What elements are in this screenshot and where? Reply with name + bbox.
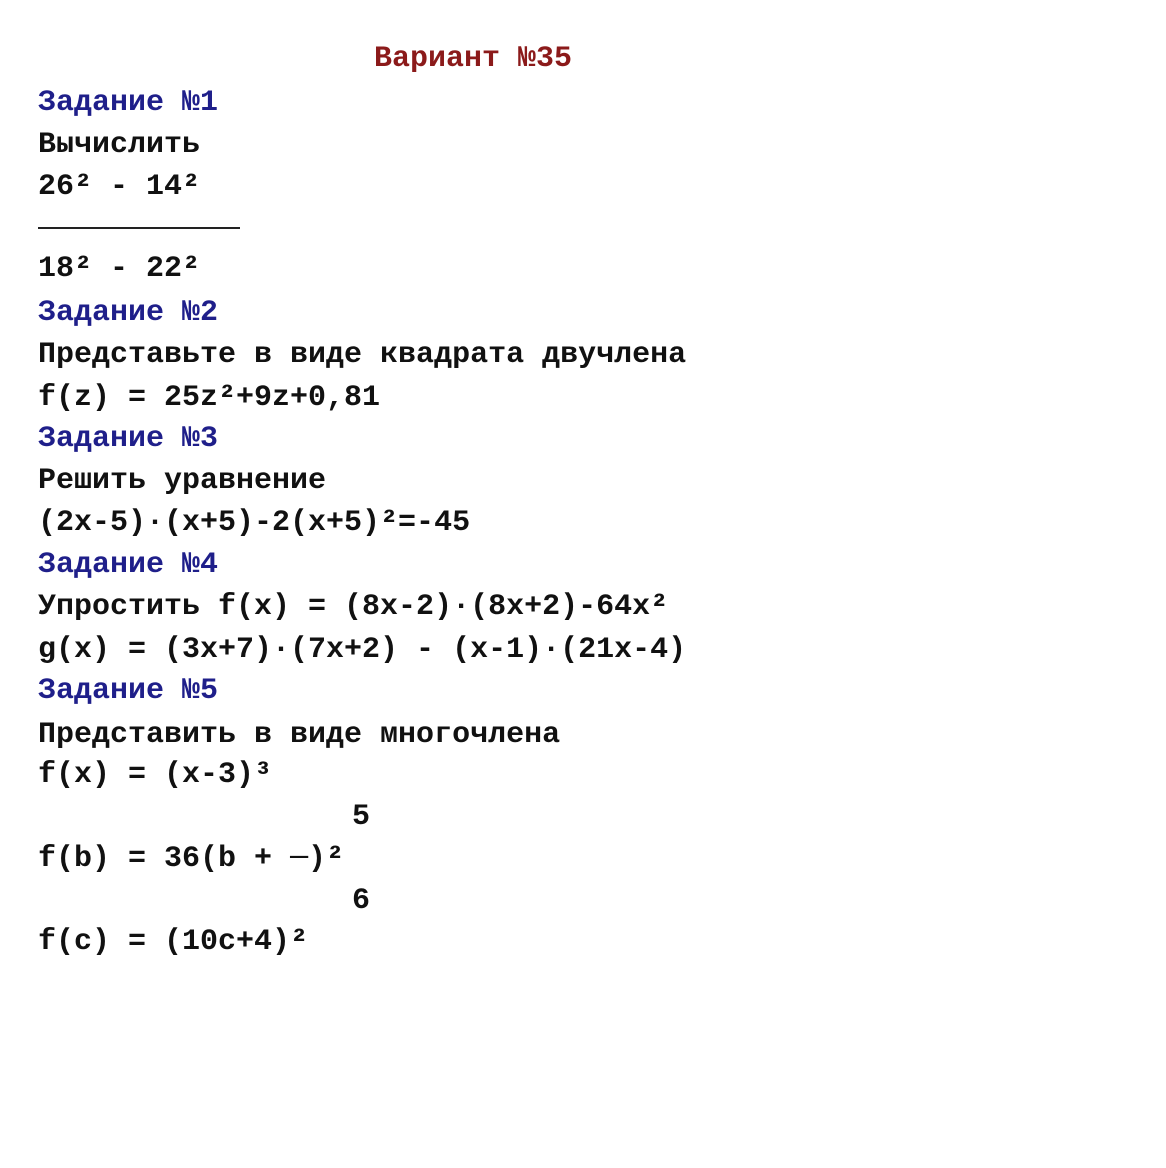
task3-heading: Задание №3 [38,422,219,456]
page-title: Вариант №35 [374,42,573,76]
task5-heading: Задание №5 [38,674,219,708]
task5-expression3: f(c) = (10c+4)² [38,925,309,959]
task3-instruction: Решить уравнение [38,464,327,498]
task1-instruction: Вычислить [38,128,201,162]
task1-denominator: 18² - 22² [38,252,201,286]
task4-line1: Упростить f(x) = (8x-2)·(8x+2)-64x² [38,590,669,624]
task4-heading: Задание №4 [38,548,219,582]
task4-line2: g(x) = (3x+7)·(7x+2) - (x-1)·(21x-4) [38,633,687,667]
task5-expression2: f(b) = 36(b + ─)² [38,842,345,876]
task5-expression1: f(x) = (x-3)³ [38,758,273,792]
task1-numerator: 26² - 14² [38,170,201,204]
task2-instruction: Представьте в виде квадрата двучлена [38,338,687,372]
task2-expression: f(z) = 25z²+9z+0,81 [38,381,381,415]
task2-heading: Задание №2 [38,296,219,330]
task3-expression: (2x-5)·(x+5)-2(x+5)²=-45 [38,506,471,540]
task1-heading: Задание №1 [38,86,219,120]
task5-fraction-numerator: 5 [352,800,371,834]
task5-instruction: Представить в виде многочлена [38,718,561,752]
fraction-bar [38,227,240,229]
task5-fraction-denominator: 6 [352,884,371,918]
